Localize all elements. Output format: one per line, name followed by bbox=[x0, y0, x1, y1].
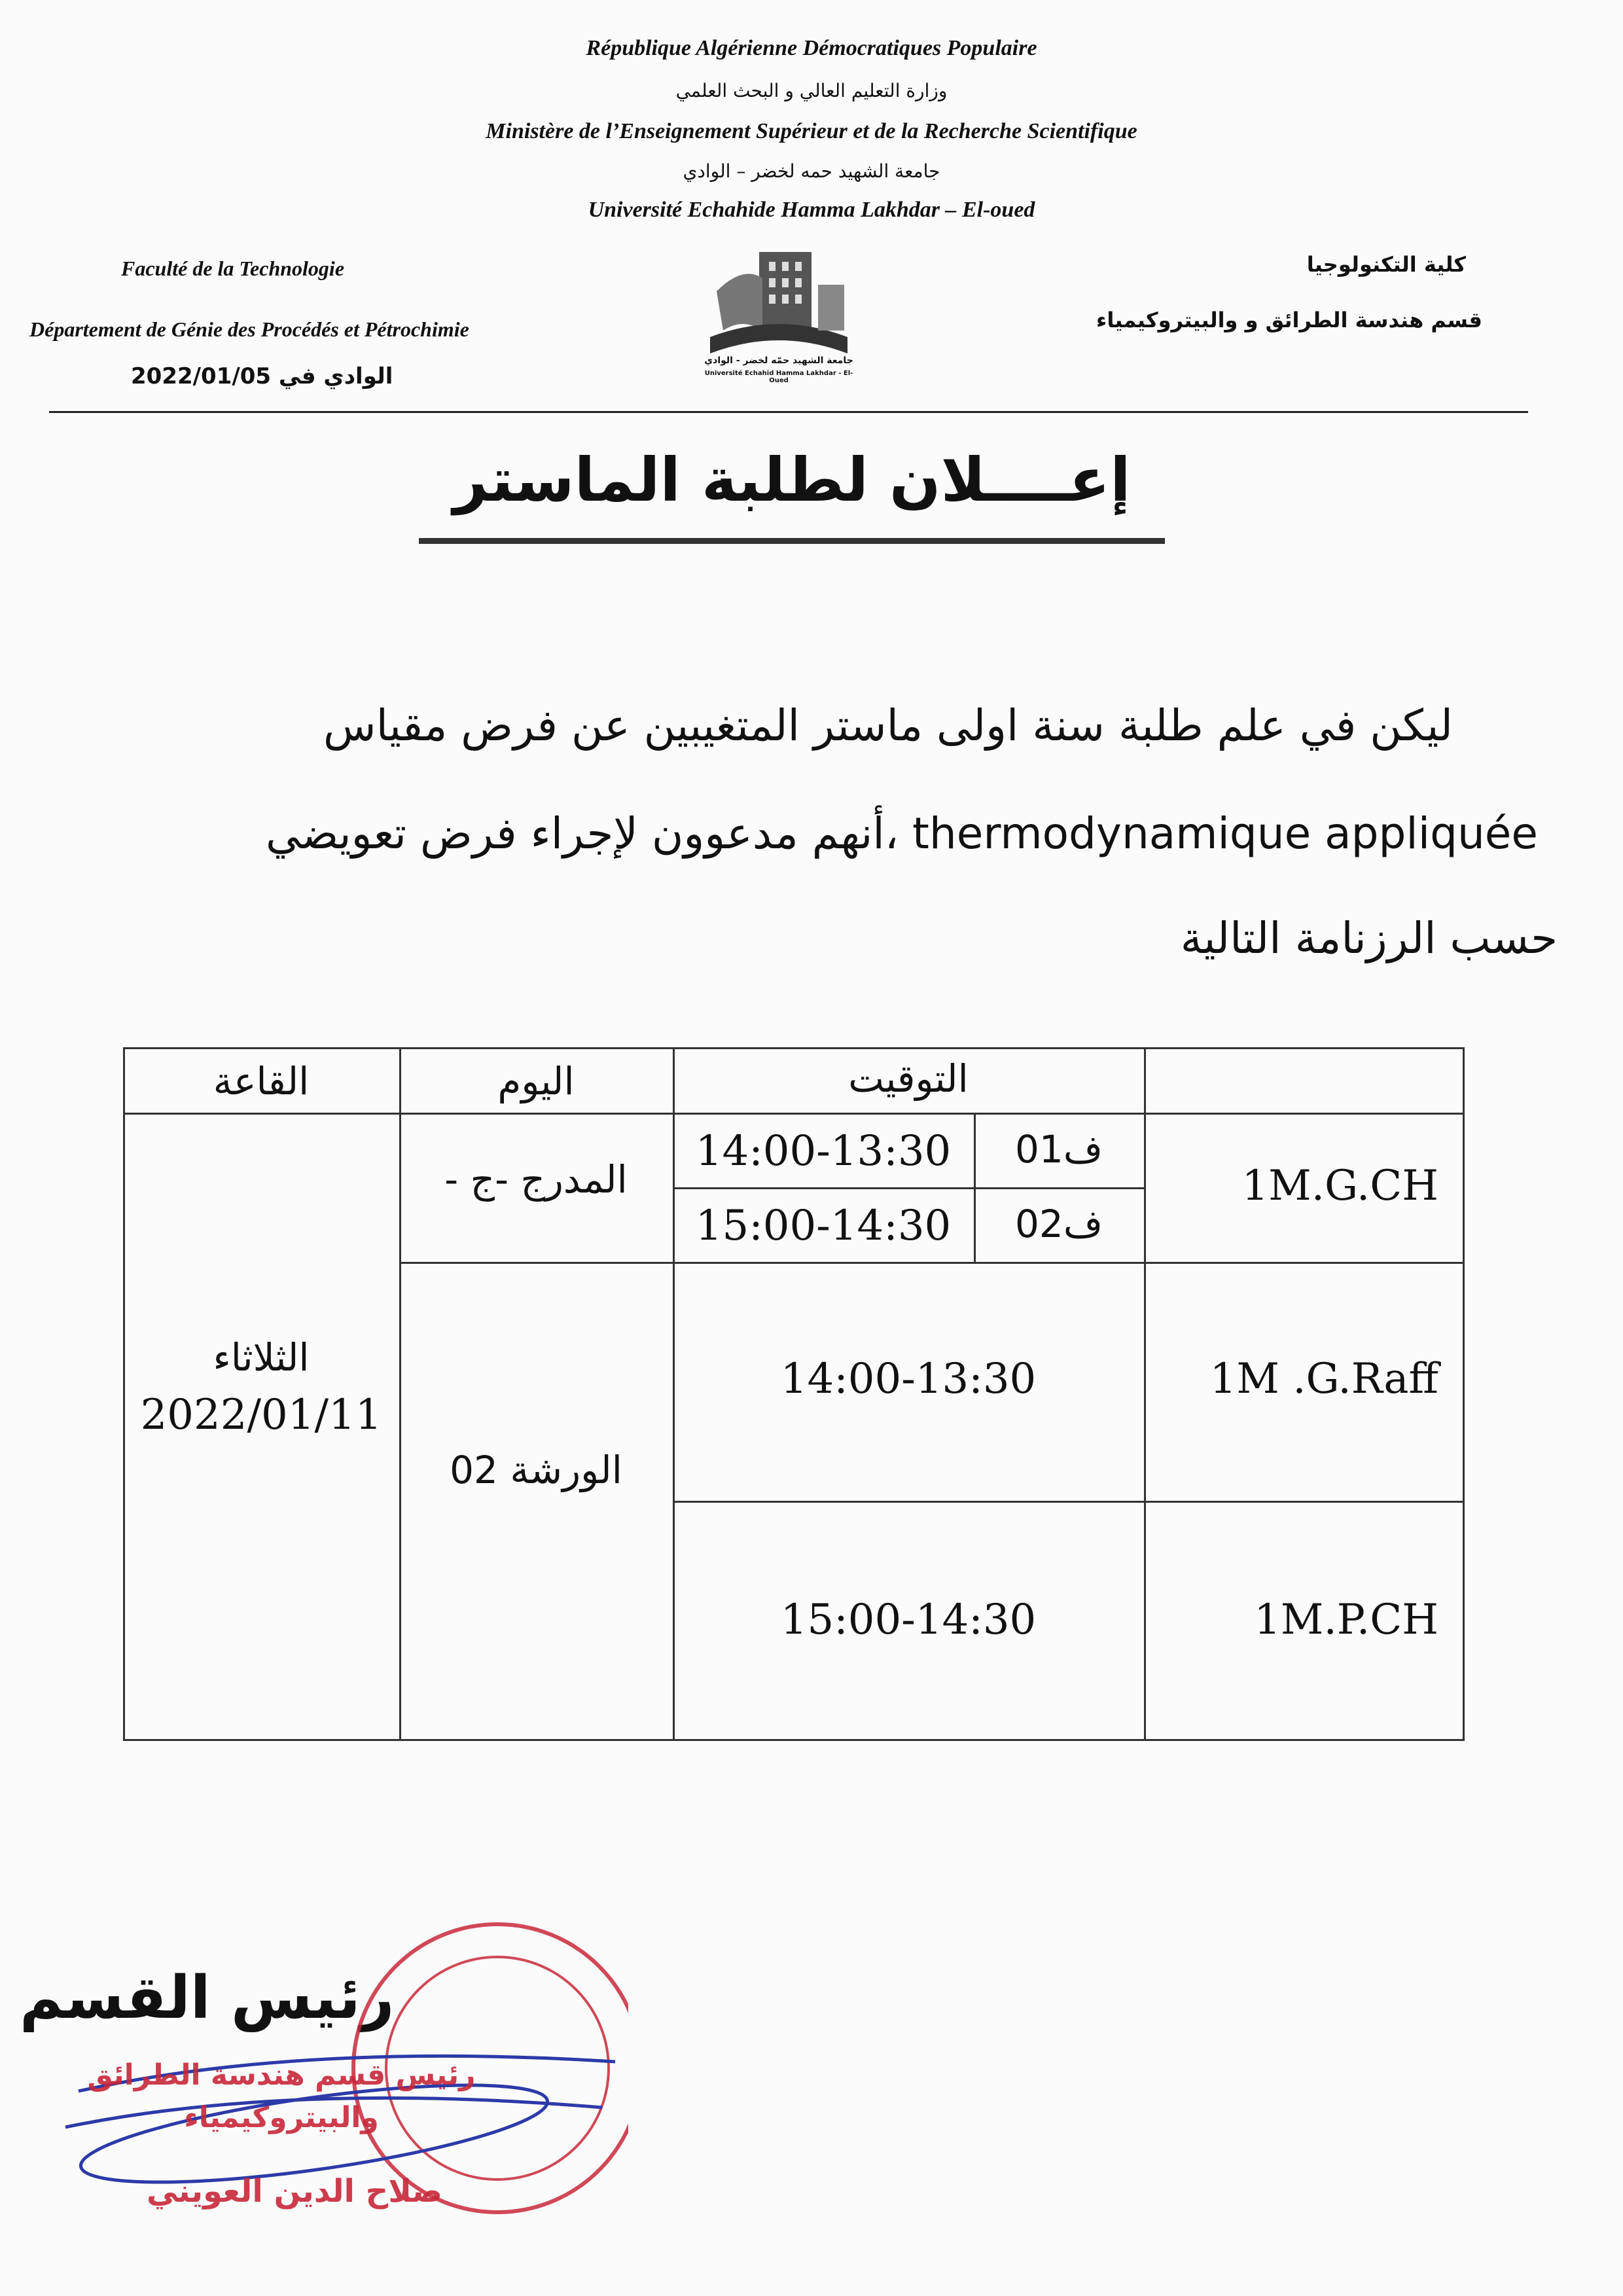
section-1: ف01 bbox=[1015, 1127, 1103, 1172]
group-row2: 1M .G.Raff bbox=[1209, 1355, 1438, 1403]
stamp-text-line2: والبيتروكيمياء bbox=[184, 2101, 379, 2134]
faculty-arabic: كلية التكنولوجيا bbox=[1306, 252, 1466, 277]
row-line-1 bbox=[399, 1262, 1465, 1264]
stamp-text-line1: رئيس قسم هندسة الطرائق bbox=[87, 2058, 476, 2092]
signer-name: صلاح الدين العويني bbox=[146, 2173, 443, 2210]
table-border-bottom bbox=[123, 1739, 1465, 1741]
time-row2: 14:00-13:30 bbox=[780, 1355, 1037, 1403]
header-room: القاعة bbox=[213, 1059, 310, 1103]
room-amphi: المدرج -ج - bbox=[444, 1157, 628, 1202]
group-row1: 1M.G.CH bbox=[1241, 1162, 1438, 1210]
university-arabic: جامعة الشهيد حمه لخضر – الوادي bbox=[683, 160, 940, 182]
header-day: اليوم bbox=[497, 1059, 575, 1103]
body-line-1: ليكن في علم طلبة سنة اولى ماستر المتغيبين عن فرض مقياس bbox=[323, 700, 1453, 751]
room-workshop: الورشة 02 bbox=[450, 1448, 622, 1492]
time-row1-sub1: 14:00-13:30 bbox=[695, 1127, 952, 1175]
col-line-1 bbox=[399, 1047, 401, 1741]
group-row3: 1M.P.CH bbox=[1254, 1596, 1438, 1644]
faculty-french: Faculté de la Technologie bbox=[121, 257, 345, 280]
schedule-table bbox=[123, 1047, 1465, 1741]
date-line: الوادي في 2022/01/05 bbox=[131, 363, 393, 389]
ministry-french: Ministère de l’Enseignement Supérieur et de la Recherche Scientifique bbox=[486, 119, 1137, 143]
body-line-2: thermodynamique appliquée ،أنهم مدعوون لإجراء فرض تعويضي bbox=[266, 808, 1538, 859]
date-value: 2022/01/11 bbox=[140, 1391, 382, 1439]
department-arabic: قسم هندسة الطرائق و والبيتروكيمياء bbox=[1096, 308, 1482, 332]
header-row-line bbox=[123, 1113, 1465, 1115]
day-value: الثلاثاء bbox=[213, 1335, 310, 1380]
logo-caption-arabic: جامعة الشهيد حمّه لخضر - الوادي bbox=[704, 355, 853, 366]
republic-heading: République Algérienne Démocratiques Populaire bbox=[586, 36, 1037, 60]
official-stamp bbox=[39, 1911, 628, 2291]
title-underline bbox=[419, 538, 1165, 544]
time-row3: 15:00-14:30 bbox=[780, 1596, 1037, 1644]
ministry-arabic: وزارة التعليم العالي و البحث العلمي bbox=[675, 80, 948, 101]
section-2: ف02 bbox=[1015, 1202, 1103, 1246]
university-logo-icon bbox=[697, 239, 861, 389]
announcement-title: إعــــلان لطلبة الماستر bbox=[453, 445, 1131, 515]
time-row1-sub2: 15:00-14:30 bbox=[695, 1202, 952, 1250]
table-border-top bbox=[123, 1047, 1465, 1049]
table-border-right bbox=[1463, 1047, 1465, 1741]
header-divider bbox=[49, 411, 1528, 413]
time-subrow-line bbox=[673, 1187, 1144, 1189]
header-time: التوقيت bbox=[848, 1056, 969, 1101]
signature-title: رئيس القسم bbox=[20, 1964, 395, 2032]
announcement-title-wrap bbox=[406, 445, 1178, 515]
university-logo bbox=[697, 239, 861, 389]
logo-caption-french: Université Echahid Hamma Lakhdar - El-Oued bbox=[704, 370, 853, 384]
university-french: Université Echahide Hamma Lakhdar – El-oued bbox=[588, 198, 1035, 222]
row-line-2 bbox=[673, 1501, 1465, 1503]
body-line-3: حسب الرزنامة التالية bbox=[1180, 913, 1558, 963]
department-french: Département de Génie des Procédés et Pétrochimie bbox=[29, 317, 469, 341]
